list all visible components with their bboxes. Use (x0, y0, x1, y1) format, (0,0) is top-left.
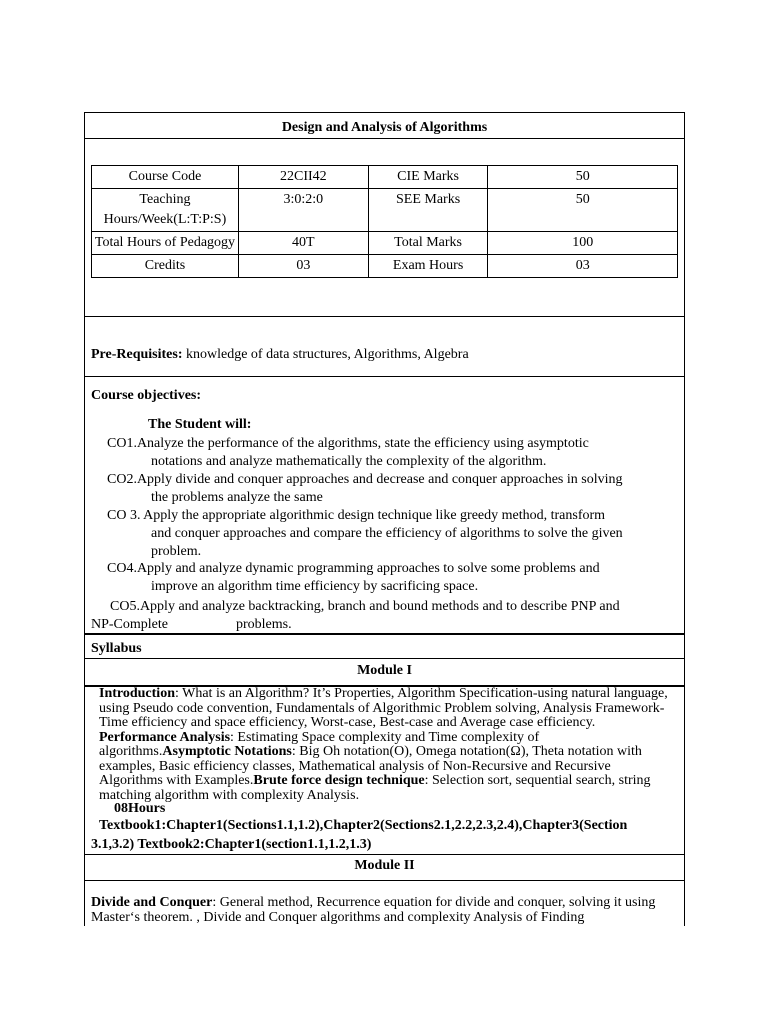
topic-brute-force: Brute force design technique (253, 773, 425, 788)
module-1-hours: 08Hours (114, 801, 166, 816)
syllabus-heading: Syllabus (91, 641, 142, 656)
objective-line: improve an algorithm time efficiency by sacrificing space. (151, 579, 479, 594)
table-cell: Total Marks (368, 232, 488, 255)
table-cell: Total Hours of Pedagogy (92, 232, 239, 255)
table-cell: 3:0:2:0 (238, 189, 368, 232)
objective-item (91, 471, 671, 507)
prerequisites-text: knowledge of data structures, Algorithms, Algebra (182, 347, 469, 362)
table-cell: Credits (92, 255, 239, 278)
objective-line: CO2.Apply divide and conquer approaches and decrease and conquer approaches in solving (107, 472, 623, 487)
divider (85, 854, 684, 855)
objective-item (91, 435, 671, 471)
module-2-content (91, 896, 675, 925)
objectives-heading: Course objectives: (91, 388, 202, 403)
table-cell: 50 (488, 189, 678, 232)
table-row (92, 255, 678, 278)
module-1-text: : What is an Algorithm? It’s Properties, Algorithm Specification-using natural language, using Pseudo code convention, Fundamentals of Algorithmic Problem solving, Analysis Framework-Time efficiency and space efficiency, Worst-case, Best-case and Average case efficiency. (99, 686, 668, 730)
table-cell: Course Code (92, 166, 239, 189)
objective-co5-line1: CO5.Apply and analyze backtracking, branch and bound methods and to describe PNP and (110, 599, 620, 614)
divider (85, 658, 684, 659)
objective-line: the problems analyze the same (151, 490, 323, 505)
module-2-title: Module II (354, 858, 415, 873)
table-cell: CIE Marks (368, 166, 488, 189)
objective-line: and conquer approaches and compare the efficiency of algorithms to solve the given problem. (151, 526, 623, 559)
module-1-title: Module I (357, 663, 412, 678)
table-row (92, 189, 678, 232)
table-cell: Teaching Hours/Week(L:T:P:S) (92, 189, 239, 232)
topic-performance-analysis: Performance Analysis (99, 729, 231, 745)
divider (85, 316, 684, 317)
table-cell: 03 (488, 255, 678, 278)
module-1-text: : Big Oh notation(O), Omega notation(Ω), Theta notation with examples, Basic efficiency classes, Mathematical analysis of Non-Recursive and Recursive Algorithms with Examples. (99, 744, 642, 788)
prerequisites-label: Pre-Requisites: (91, 347, 183, 362)
objective-item (91, 507, 671, 561)
module-1-text: : Estimating Space complexity and Time complexity of algorithms. (99, 729, 540, 759)
syllabus-document (84, 112, 685, 926)
objective-line: CO4.Apply and analyze dynamic programming approaches to solve some problems and (107, 561, 600, 576)
objective-co5-word: problems. (236, 617, 292, 632)
table-cell: 22CII42 (238, 166, 368, 189)
objective-line: notations and analyze mathematically the complexity of the algorithm. (151, 454, 547, 469)
table-cell: 03 (238, 255, 368, 278)
table-cell: 100 (488, 232, 678, 255)
divider (85, 880, 684, 881)
topic-introduction: Introduction (99, 686, 175, 701)
module-1-textbook: Textbook1:Chapter1(Sections1.1,1.2),Chapter2(Sections2.1,2.2,2.3,2.4),Chapter3(Section (99, 818, 628, 833)
table-cell: SEE Marks (368, 189, 488, 232)
divider (85, 376, 684, 377)
objective-co5-line2 (91, 617, 292, 633)
objective-line: CO 3. Apply the appropriate algorithmic design technique like greedy method, transform (107, 508, 606, 523)
divider (85, 633, 684, 635)
table-cell: 50 (488, 166, 678, 189)
objective-line: CO1.Analyze the performance of the algorithms, state the efficiency using asymptotic (107, 436, 589, 451)
table-row (92, 232, 678, 255)
module-1-text: : Selection sort, sequential search, string matching algorithm with complexity Analysis. (99, 773, 651, 803)
objective-co5-term: NP-Complete (91, 617, 168, 632)
course-title: Design and Analysis of Algorithms (281, 120, 488, 135)
module-1-textbook: 3.1,3.2) Textbook2:Chapter1(section1.1,1.2,1.3) (91, 837, 372, 852)
table-row (92, 166, 678, 189)
module-2-text: : General method, Recurrence equation for divide and conquer, solving it using Master‘s theorem. , Divide and Conquer algorithms and complexity Analysis of Finding (91, 895, 656, 925)
prerequisites (91, 347, 469, 363)
module-1-content (99, 687, 674, 803)
table-cell: Exam Hours (368, 255, 488, 278)
objectives-intro: The Student will: (148, 417, 252, 432)
divider (85, 138, 684, 139)
topic-asymptotic-notations: Asymptotic Notations (162, 744, 292, 759)
table-cell: 40T (238, 232, 368, 255)
topic-divide-and-conquer: Divide and Conquer (91, 895, 213, 910)
objective-item (91, 560, 671, 596)
course-details-table (91, 165, 678, 278)
